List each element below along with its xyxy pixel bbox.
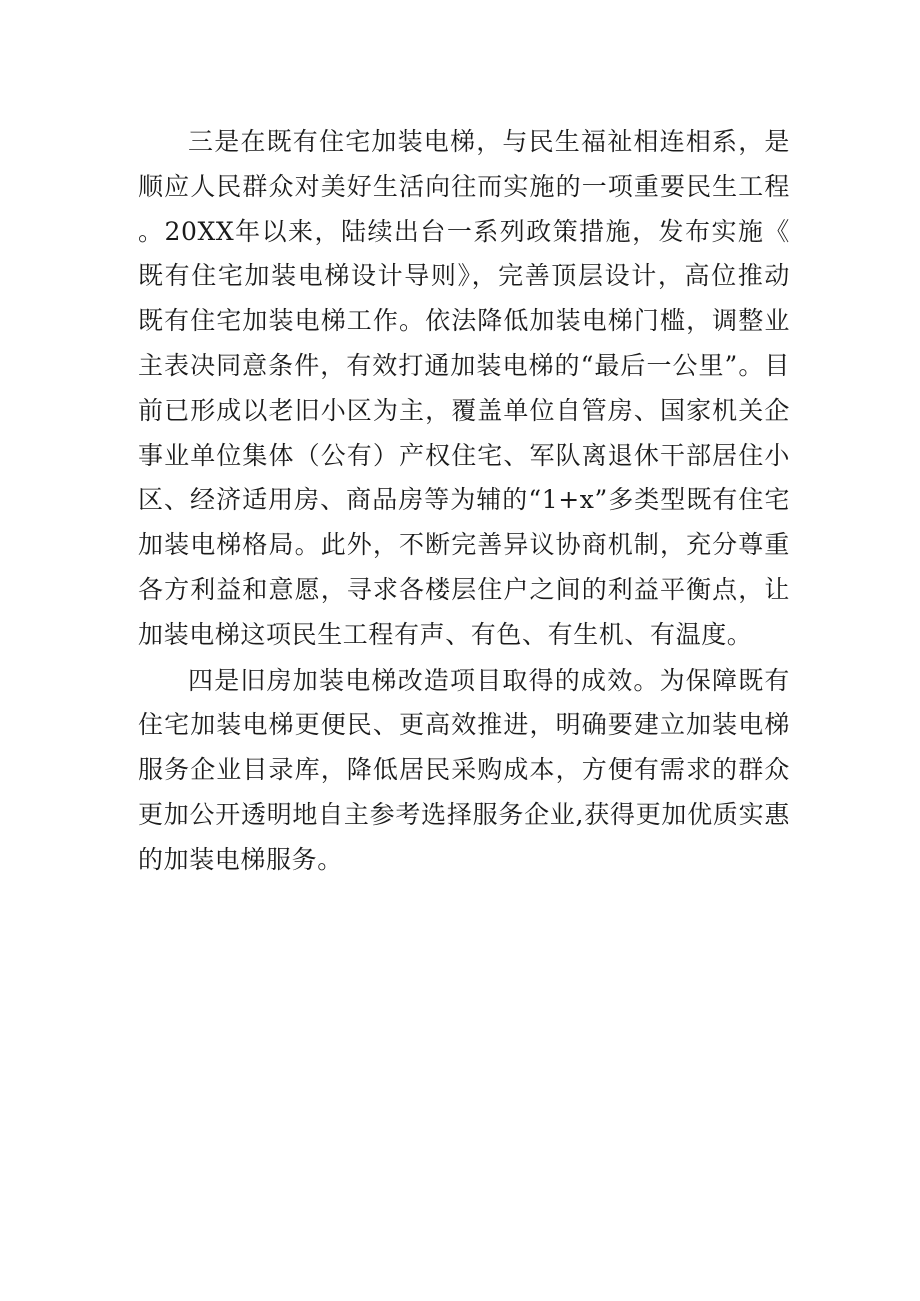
document-page [138,120,790,883]
paragraph-elevator-policy: 三是在既有住宅加装电梯，与民生福祉相连相系，是顺应人民群众对美好生活向往而实施的一项重要民生工程。20XX年以来，陆续出台一系列政策措施，发布实施《既有住宅加装电梯设计导则》，完善顶层设计，高位推动既有住宅加装电梯工作。依法降低加装电梯门槛，调整业主表决同意条件，有效打通加装电梯的“最后一公里”。目前已形成以老旧小区为主，覆盖单位自管房、国家机关企事业单位集体（公有）产权住宅、军队离退休干部居住小区、经济适用房、商品房等为辅的“1+x”多类型既有住宅加装电梯格局。此外，不断完善异议协商机制，充分尊重各方利益和意愿，寻求各楼层住户之间的利益平衡点，让加装电梯这项民生工程有声、有色、有生机、有温度。 [138,127,790,649]
paragraph-renovation-results: 四是旧房加装电梯改造项目取得的成效。为保障既有住宅加装电梯更便民、更高效推进，明确要建立加装电梯服务企业目录库，降低居民采购成本，方便有需求的群众更加公开透明地自主参考选择服务企业,获得更加优质实惠的加装电梯服务。 [138,665,790,874]
